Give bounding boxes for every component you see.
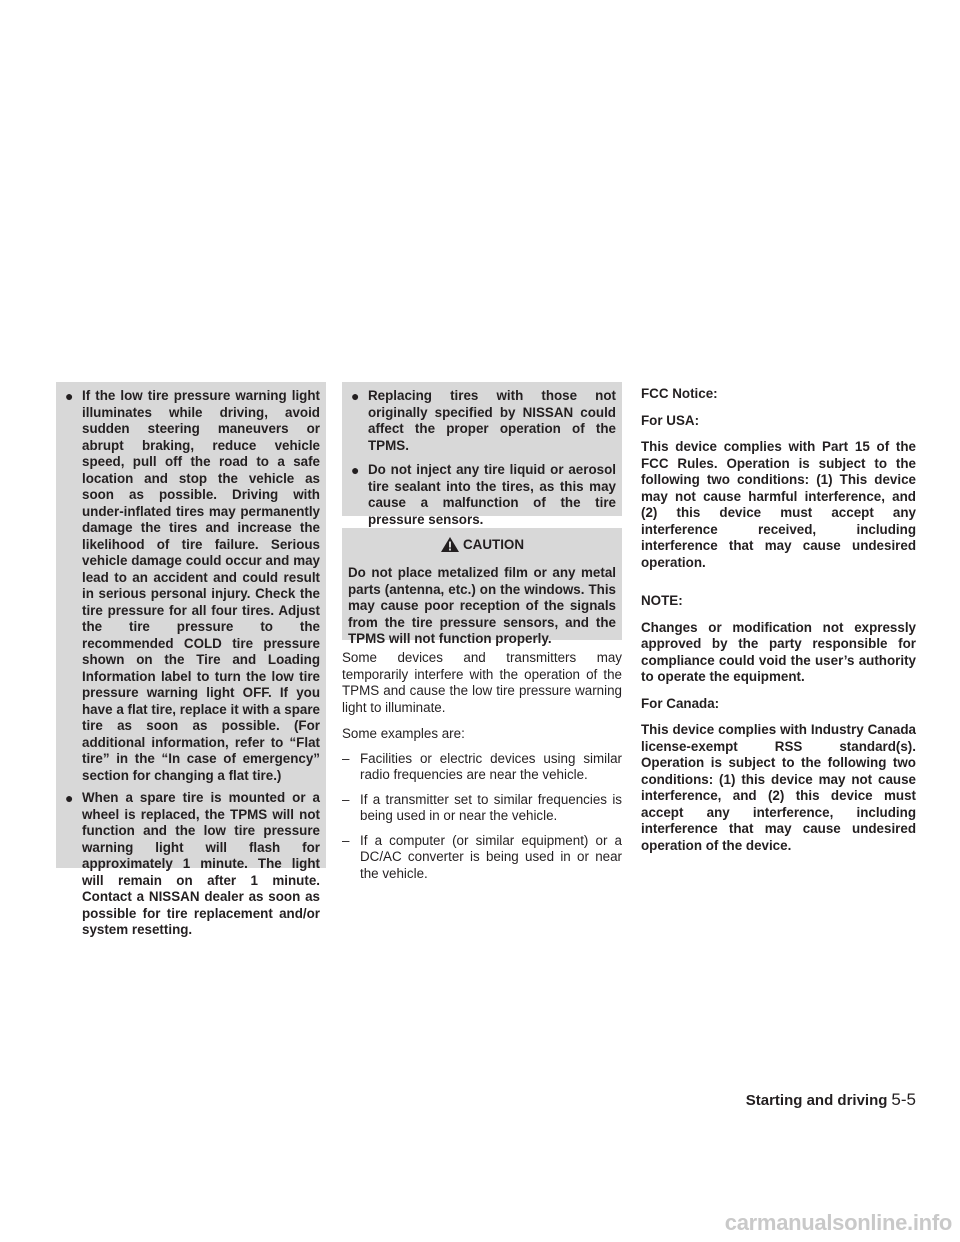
page-footer	[746, 1090, 916, 1110]
bullet-dot: ●	[65, 388, 74, 404]
fcc-notice-title: FCC Notice:	[641, 386, 718, 401]
dash-item: – If a transmitter set to similar frequencies is being used in or near the vehicle.	[342, 791, 622, 823]
caution-heading: CAUTION	[348, 536, 616, 553]
warning-box-col1	[56, 382, 326, 937]
section-name: Starting and driving	[745, 1092, 888, 1109]
bullet-dot: ●	[65, 790, 74, 806]
paragraph: Some examples are:	[342, 726, 465, 741]
note-text: Changes or modification not expressly approved by the party responsible for compliance could void the user’s authority to operate the equipment.	[641, 619, 916, 684]
bullet-dot: ●	[351, 462, 360, 478]
dash-item: – If a computer (or similar equipment) or a DC/AC converter is being used in or near the vehicle.	[342, 832, 622, 881]
note-title: NOTE:	[641, 593, 683, 608]
warning-bullet: ● Replacing tires with those not originally specified by NISSAN could affect the proper operation of the TPMS.	[351, 388, 616, 453]
warning-bullet: ● If the low tire pressure warning light illuminates while driving, avoid sudden steering maneuvers or abrupt braking, reduce vehicle speed, pull off the road to a safe location and stop the vehicle as soon as possible. Driving with under-inflated tires may permanently damage the tires and increase the likelihood of tire failure. Serious vehicle damage could occur and may lead to an accident and could result in serious personal injury. Check the tire pressure for all four tires. Adjust the tire pressure to the recommended COLD tire pressure shown on the Tire and Loading Information label to turn the low tire pressure warning light OFF. If you have a flat tire, replace it with a spare tire as soon as possible. (For additional information, refer to “Flat tire” in the “In case of emergency” section for changing a flat tire.)	[65, 388, 320, 783]
caution-box	[342, 528, 622, 646]
paragraph: Some devices and transmitters may temporarily interfere with the operation of the TPMS and cause the low tire pressure warning light to illuminate.	[342, 650, 622, 715]
page-number: 5-5	[891, 1090, 916, 1109]
watermark: carmanualsonline.info	[724, 1210, 952, 1235]
usa-title: For USA:	[641, 412, 700, 428]
canada-text: This device complies with Industry Canada license-exempt RSS standard(s). Operation is subject to the following two conditions: (1) this device may not cause interference, and (2) this device must accept any interference, including interference that may cause undesired operation of the device.	[641, 722, 916, 853]
bullet-dot: ●	[351, 388, 360, 404]
column-3	[641, 386, 916, 854]
canada-title: For Canada:	[641, 695, 720, 711]
warning-box-col2	[342, 382, 622, 527]
column-2	[342, 382, 622, 882]
warning-triangle-icon	[440, 536, 460, 553]
warning-bullet: ● When a spare tire is mounted or a wheel is replaced, the TPMS will not function and the low tire pressure warning light will flash for approximately 1 minute. The light will remain on after 1 minute. Contact a NISSAN dealer as soon as possible for tire replacement and/or system resetting.	[65, 790, 320, 937]
warning-bullet: ● Do not inject any tire liquid or aerosol tire sealant into the tires, as this may cause a malfunction of the tire pressure sensors.	[351, 462, 616, 527]
usa-text: This device complies with Part 15 of the FCC Rules. Operation is subject to the following two conditions: (1) This device may not cause harmful interference, and (2) this device must accept any interference received, including interference that may cause undesired operation.	[641, 439, 916, 570]
dash-item: – Facilities or electric devices using similar radio frequencies are near the vehicle.	[342, 750, 622, 782]
caution-text: Do not place metalized film or any metal parts (antenna, etc.) on the windows. This may cause poor reception of the signals from the tire pressure sensors, and the TPMS will not function properly.	[348, 565, 616, 646]
